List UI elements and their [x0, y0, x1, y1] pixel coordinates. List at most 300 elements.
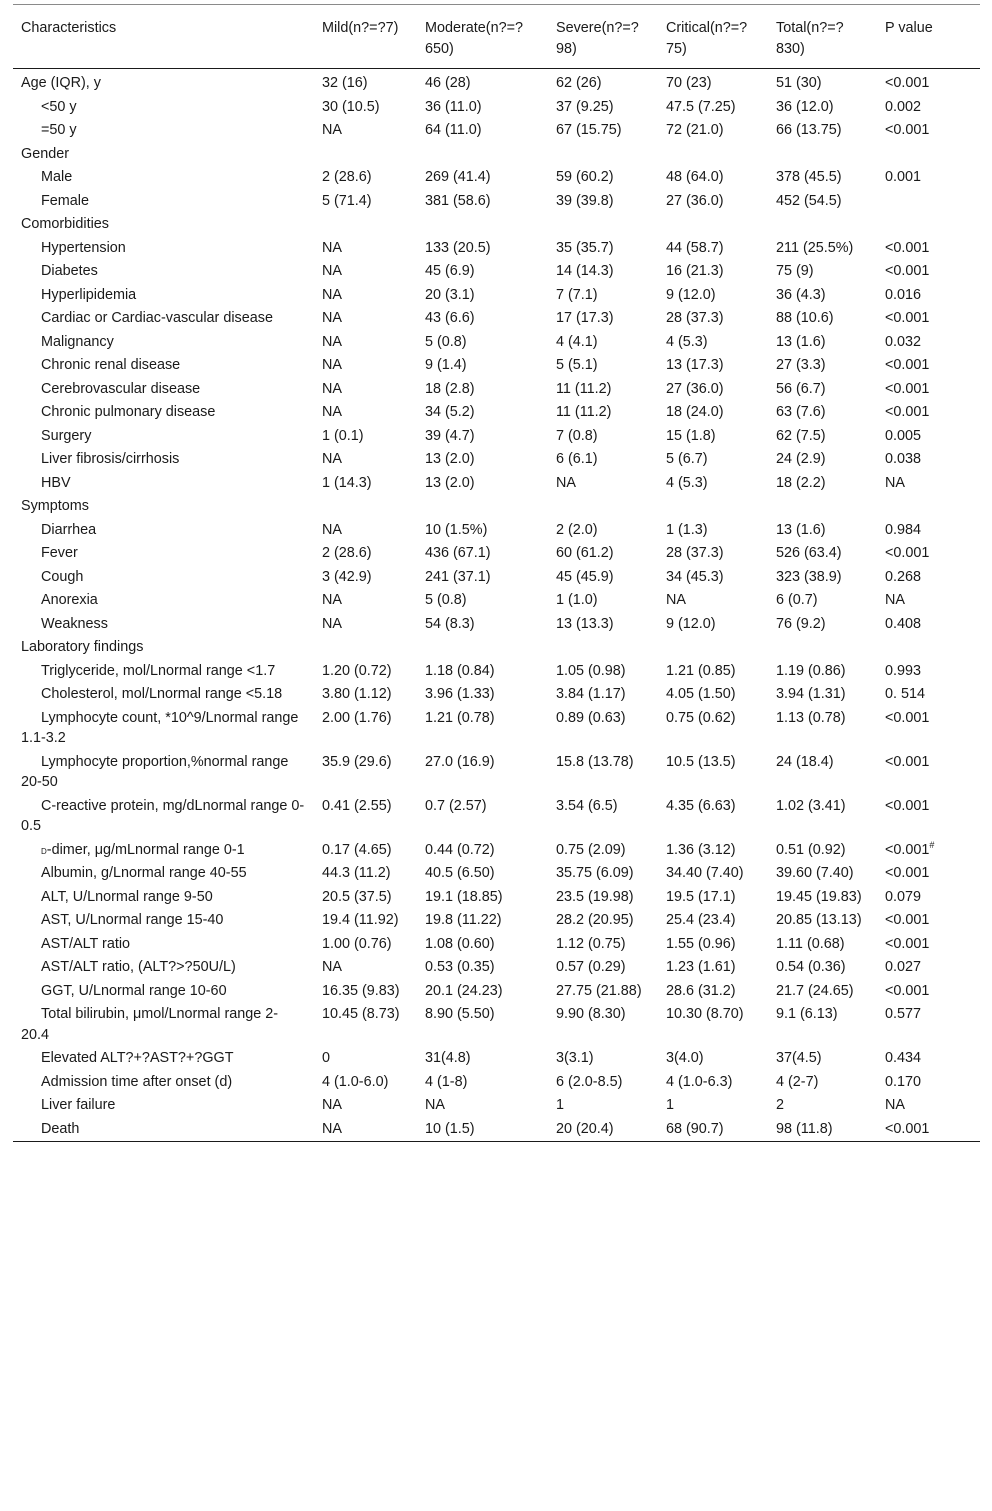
cell-critical: 34 (45.3): [666, 568, 724, 585]
cell-mild: 0.17 (4.65): [322, 841, 392, 858]
cell-critical: 16 (21.3): [666, 263, 724, 279]
cell-p-value: 0.001: [885, 169, 922, 185]
cell-moderate: 39 (4.7): [425, 427, 475, 444]
cell-moderate: 241 (37.1): [425, 568, 491, 585]
cell-moderate: 133 (20.5): [425, 239, 491, 256]
cell-mild: 0: [322, 1050, 331, 1066]
cell-severe: 11 (11.2): [556, 404, 612, 420]
row-label: Male: [41, 169, 73, 185]
table-row: [13, 401, 980, 425]
cell-total: 39.60 (7.40): [776, 865, 854, 881]
cell-total: 2: [776, 1097, 785, 1113]
table-row: [13, 330, 980, 354]
cell-critical: 4.05 (1.50): [666, 686, 736, 702]
table-row: [13, 119, 980, 143]
table-row: [13, 189, 980, 213]
cell-p-value: [877, 189, 980, 213]
table-row: [13, 885, 980, 909]
cell-severe: 4 (4.1): [556, 333, 598, 350]
cell-severe: 6 (2.0-8.5): [556, 1073, 623, 1090]
cell-severe: 62 (26): [556, 75, 602, 91]
cell-critical: 15 (1.8): [666, 427, 716, 444]
cell-severe: [548, 636, 658, 660]
cell-mild: NA: [322, 122, 342, 138]
cell-p-value: 0.577: [885, 1006, 922, 1022]
cell-mild: 16.35 (9.83): [322, 982, 400, 999]
cell-critical: 10.30 (8.70): [666, 1006, 744, 1022]
section-label: Symptoms: [21, 498, 89, 514]
table-row: [13, 794, 980, 838]
header-mild: Mild(n?=?7): [322, 20, 399, 36]
cell-total: 1.13 (0.78): [776, 709, 846, 726]
cell-p-value: [877, 636, 980, 660]
table-row: [13, 236, 980, 260]
section-row: [13, 495, 980, 519]
cell-critical: 18 (24.0): [666, 404, 724, 420]
cell-p-value: 0.408: [885, 615, 922, 632]
cell-severe: 13 (13.3): [556, 615, 614, 632]
cell-p-value: 0.170: [885, 1073, 922, 1090]
cell-total: 24 (18.4): [776, 753, 834, 770]
cell-moderate: 36 (11.0): [425, 98, 482, 115]
row-label: Female: [41, 192, 89, 209]
cell-severe: 7 (7.1): [556, 286, 598, 303]
row-label: Admission time after onset (d): [41, 1073, 233, 1090]
cell-severe: [548, 142, 658, 166]
cell-mild: NA: [322, 357, 342, 373]
row-label: AST, U/Lnormal range 15-40: [41, 912, 224, 928]
cell-moderate: 43 (6.6): [425, 310, 475, 326]
row-label: Cardiac or Cardiac-vascular disease: [41, 310, 273, 326]
cell-mild: NA: [322, 263, 342, 279]
cell-p-value: <0.001: [885, 935, 930, 952]
cell-total: 211 (25.5%): [776, 239, 854, 256]
cell-moderate: 45 (6.9): [425, 263, 475, 279]
cell-total: 0.51 (0.92): [776, 841, 846, 858]
cell-mild: 1 (14.3): [322, 474, 372, 491]
row-label: Malignancy: [41, 333, 114, 350]
table-row: [13, 932, 980, 956]
cell-severe: 1 (1.0): [556, 592, 598, 608]
table-row: [13, 1003, 980, 1047]
row-label: =50 y: [41, 122, 77, 138]
cell-severe: 14 (14.3): [556, 263, 614, 279]
cell-moderate: [417, 495, 548, 519]
cell-critical: 27 (36.0): [666, 380, 724, 397]
cell-severe: 59 (60.2): [556, 169, 614, 185]
cell-total: 24 (2.9): [776, 451, 826, 467]
row-label: <50 y: [41, 98, 77, 115]
cell-total: 13 (1.6): [776, 521, 826, 538]
cell-severe: 27.75 (21.88): [556, 982, 642, 999]
table-row: [13, 166, 980, 190]
table-row: [13, 659, 980, 683]
section-row: [13, 213, 980, 237]
cell-critical: 4 (5.3): [666, 333, 708, 350]
cell-total: [768, 213, 877, 237]
row-label: Cough: [41, 568, 84, 585]
cell-p-value: <0.001: [885, 709, 930, 726]
cell-severe: 60 (61.2): [556, 545, 614, 561]
cell-moderate: 5 (0.8): [425, 592, 467, 608]
cell-mild: 3.80 (1.12): [322, 686, 392, 702]
cell-severe: 3.54 (6.5): [556, 797, 618, 814]
row-label: Diabetes: [41, 263, 98, 279]
cell-mild: NA: [322, 959, 342, 975]
section-label: Gender: [21, 145, 69, 162]
table-container: [13, 4, 980, 1142]
cell-critical: 0.75 (0.62): [666, 709, 736, 726]
table-row: [13, 95, 980, 119]
cell-p-value: NA: [885, 1097, 905, 1113]
row-label: Triglyceride, mol/Lnormal range <1.7: [41, 662, 276, 679]
cell-moderate: 27.0 (16.9): [425, 753, 495, 770]
row-label: Diarrhea: [41, 521, 97, 538]
table-row: [13, 612, 980, 636]
cell-critical: 19.5 (17.1): [666, 888, 736, 905]
cell-mild: NA: [322, 592, 342, 608]
cell-severe: 5 (5.1): [556, 357, 598, 373]
cell-moderate: 381 (58.6): [425, 192, 491, 209]
cell-total: 36 (4.3): [776, 286, 826, 303]
row-label: Fever: [41, 545, 78, 561]
cell-moderate: NA: [425, 1097, 445, 1113]
cell-p-value: 0.434: [885, 1050, 922, 1066]
cell-total: 21.7 (24.65): [776, 982, 854, 999]
cell-p-value: <0.001: [885, 263, 930, 279]
cell-mild: 1 (0.1): [322, 427, 364, 444]
cell-severe: 35.75 (6.09): [556, 865, 634, 881]
row-label: HBV: [41, 474, 71, 491]
table-row: [13, 1047, 980, 1071]
cell-severe: 15.8 (13.78): [556, 753, 634, 770]
cell-total: 1.19 (0.86): [776, 662, 846, 679]
cell-mild: 19.4 (11.92): [322, 912, 399, 928]
cell-mild: NA: [322, 451, 342, 467]
cell-moderate: 31(4.8): [425, 1050, 471, 1066]
cell-moderate: 269 (41.4): [425, 169, 491, 185]
cell-p-value: [877, 495, 980, 519]
cell-total: 75 (9): [776, 263, 814, 279]
row-label: Lymphocyte proportion,%normal range 20-50: [21, 753, 289, 790]
table-row: [13, 565, 980, 589]
row-label: Death: [41, 1120, 80, 1137]
cell-critical: 28 (37.3): [666, 310, 724, 326]
cell-critical: 1.23 (1.61): [666, 959, 736, 975]
cell-total: 6 (0.7): [776, 592, 818, 608]
cell-critical: 48 (64.0): [666, 169, 724, 185]
cell-p-value: <0.001: [885, 380, 930, 397]
cell-moderate: 20 (3.1): [425, 286, 475, 303]
header-characteristics: Characteristics: [21, 20, 117, 36]
cell-moderate: 1.18 (0.84): [425, 662, 495, 679]
cell-mild: [314, 495, 417, 519]
cell-severe: 20 (20.4): [556, 1120, 614, 1137]
cell-mild: NA: [322, 615, 342, 632]
cell-p-value: 0.984: [885, 521, 922, 538]
cell-severe: [548, 213, 658, 237]
cell-critical: 1 (1.3): [666, 521, 708, 538]
cell-moderate: 0.53 (0.35): [425, 959, 495, 975]
cell-p-value: <0.001: [885, 912, 930, 928]
cell-severe: 9.90 (8.30): [556, 1006, 626, 1022]
cell-critical: 28.6 (31.2): [666, 982, 736, 999]
cell-severe: 7 (0.8): [556, 427, 598, 444]
row-label: AST/ALT ratio: [41, 935, 131, 952]
cell-p-value: <0.001: [885, 122, 930, 138]
cell-p-value: 0.032: [885, 333, 922, 350]
table-row: [13, 589, 980, 613]
row-label: C-reactive protein, mg/dLnormal range 0-0.5: [21, 797, 305, 834]
cell-p-value: <0.001: [885, 865, 930, 881]
cell-total: 0.54 (0.36): [776, 959, 846, 975]
header-severe: Severe(n?=?98): [556, 20, 639, 57]
cell-p-value: 0. 514: [885, 686, 926, 702]
cell-p-value: 0.016: [885, 286, 922, 303]
row-label: Surgery: [41, 427, 92, 444]
row-label: Liver fibrosis/cirrhosis: [41, 451, 180, 467]
cell-moderate: 8.90 (5.50): [425, 1006, 495, 1022]
cell-mild: [314, 142, 417, 166]
table-row: [13, 706, 980, 750]
row-label: Hypertension: [41, 239, 126, 256]
cell-critical: 25.4 (23.4): [666, 912, 736, 928]
header-critical: Critical(n?=?75): [666, 20, 748, 57]
row-label: Cerebrovascular disease: [41, 380, 201, 397]
table-row: [13, 307, 980, 331]
table-row: [13, 260, 980, 284]
cell-p-value: 0.079: [885, 888, 922, 905]
cell-mild: 4 (1.0-6.0): [322, 1073, 389, 1090]
cell-p-value: <0.001: [885, 75, 930, 91]
row-label: Weakness: [41, 615, 108, 632]
cell-severe: 6 (6.1): [556, 451, 598, 467]
cell-mild: 2 (28.6): [322, 169, 372, 185]
section-row: [13, 142, 980, 166]
cell-moderate: 10 (1.5%): [425, 521, 488, 538]
cell-severe: 1.05 (0.98): [556, 662, 626, 679]
row-label: ALT, U/Lnormal range 9-50: [41, 888, 213, 905]
cell-moderate: 19.8 (11.22): [425, 912, 502, 928]
cell-total: 13 (1.6): [776, 333, 826, 350]
d-prefix: d: [41, 842, 47, 857]
cell-severe: 45 (45.9): [556, 568, 614, 585]
cell-critical: [658, 213, 768, 237]
cell-moderate: 40.5 (6.50): [425, 865, 495, 881]
row-label: Total bilirubin, μmol/Lnormal range 2-20.4: [21, 1006, 279, 1043]
cell-mild: 32 (16): [322, 75, 368, 91]
cell-moderate: 0.44 (0.72): [425, 841, 495, 858]
cell-p-value: 0.002: [885, 98, 922, 115]
row-label: Chronic renal disease: [41, 357, 181, 373]
cell-moderate: [417, 213, 548, 237]
cell-critical: 34.40 (7.40): [666, 865, 744, 881]
cell-moderate: [417, 636, 548, 660]
cell-total: 452 (54.5): [776, 192, 842, 209]
cell-critical: 72 (21.0): [666, 122, 724, 138]
cell-moderate: 1.21 (0.78): [425, 709, 495, 726]
cell-critical: [658, 142, 768, 166]
cell-critical: 10.5 (13.5): [666, 753, 736, 770]
cell-p-value: NA: [885, 592, 905, 608]
cell-severe: 39 (39.8): [556, 192, 614, 209]
cell-total: 76 (9.2): [776, 615, 826, 632]
cell-critical: 1.36 (3.12): [666, 841, 736, 858]
cell-total: 1.11 (0.68): [776, 935, 845, 952]
table-row: [13, 518, 980, 542]
footnote-mark: #: [929, 839, 935, 850]
row-label: Cholesterol, mol/Lnormal range <5.18: [41, 686, 283, 702]
row-label: Age (IQR), y: [21, 75, 101, 91]
table-row: [13, 542, 980, 566]
cell-severe: 11 (11.2): [556, 380, 612, 397]
cell-severe: 17 (17.3): [556, 310, 614, 326]
cell-mild: NA: [322, 310, 342, 326]
cell-critical: 3(4.0): [666, 1050, 704, 1066]
cell-p-value: 0.038: [885, 451, 922, 467]
cell-moderate: 1.08 (0.60): [425, 935, 495, 952]
cell-critical: 4 (5.3): [666, 474, 708, 491]
cell-severe: 3(3.1): [556, 1050, 594, 1066]
cell-p-value: <0.001: [885, 982, 930, 999]
cell-critical: [658, 636, 768, 660]
table-row: [13, 424, 980, 448]
table-row: [13, 377, 980, 401]
cell-total: 3.94 (1.31): [776, 686, 846, 702]
cell-total: 378 (45.5): [776, 169, 842, 185]
header-row: [13, 5, 980, 69]
cell-p-value: 0.268: [885, 568, 922, 585]
table-row: [13, 683, 980, 707]
cell-critical: 9 (12.0): [666, 615, 716, 632]
cell-total: 1.02 (3.41): [776, 797, 846, 814]
cell-p-value: NA: [885, 474, 905, 491]
row-label: GGT, U/Lnormal range 10-60: [41, 982, 227, 999]
cell-severe: 0.89 (0.63): [556, 709, 626, 726]
cell-severe: 67 (15.75): [556, 122, 622, 138]
table-row: [13, 956, 980, 980]
table-row: [13, 448, 980, 472]
cell-p-value: [877, 838, 980, 862]
cell-p-value: [877, 213, 980, 237]
cell-total: 63 (7.6): [776, 404, 826, 420]
row-label: [13, 838, 314, 862]
cell-moderate: 9 (1.4): [425, 357, 467, 373]
cell-mild: NA: [322, 404, 342, 420]
cell-severe: 0.57 (0.29): [556, 959, 626, 975]
cell-critical: 5 (6.7): [666, 451, 708, 467]
cell-severe: 3.84 (1.17): [556, 686, 626, 702]
cell-p-value: 0.005: [885, 427, 922, 444]
cell-severe: [548, 495, 658, 519]
cell-total: 323 (38.9): [776, 568, 842, 585]
row-label: AST/ALT ratio, (ALT?>?50U/L): [41, 959, 236, 975]
row-label: Hyperlipidemia: [41, 286, 137, 303]
cell-total: 526 (63.4): [776, 545, 842, 561]
cell-mild: [314, 636, 417, 660]
cell-total: 18 (2.2): [776, 474, 826, 491]
cell-moderate: [417, 142, 548, 166]
cell-moderate: 0.7 (2.57): [425, 797, 487, 814]
cell-p-value: <0.001: [885, 310, 930, 326]
table-row: [13, 1070, 980, 1094]
header-p-value: P value: [885, 20, 933, 36]
cell-total: 20.85 (13.13): [776, 912, 862, 928]
cell-severe: NA: [556, 474, 576, 491]
cell-mild: NA: [322, 1097, 342, 1113]
row-label: Anorexia: [41, 592, 98, 608]
cell-total: 88 (10.6): [776, 310, 834, 326]
cell-moderate: 13 (2.0): [425, 451, 475, 467]
cell-p-value: <0.001: [885, 1120, 930, 1137]
cell-moderate: 10 (1.5): [425, 1120, 475, 1137]
cell-moderate: 13 (2.0): [425, 474, 475, 491]
table-row: [13, 750, 980, 794]
cell-mild: 10.45 (8.73): [322, 1006, 400, 1022]
table-row: [13, 69, 980, 96]
row-label-text: -dimer, μg/mLnormal range 0-1: [46, 841, 245, 858]
cell-severe: 1: [556, 1097, 565, 1113]
cell-moderate: 19.1 (18.85): [425, 888, 503, 905]
cell-p-value: [877, 142, 980, 166]
cell-critical: 13 (17.3): [666, 357, 724, 373]
cell-severe: 23.5 (19.98): [556, 888, 634, 905]
cell-severe: 37 (9.25): [556, 98, 614, 115]
cell-p-value: <0.001: [885, 545, 930, 561]
cell-moderate: 20.1 (24.23): [425, 982, 503, 999]
cell-p-value: <0.001: [885, 753, 930, 770]
cell-mild: 3 (42.9): [322, 568, 372, 585]
cell-total: 36 (12.0): [776, 98, 834, 115]
table-row: [13, 1117, 980, 1141]
cell-p-value: 0.993: [885, 662, 922, 679]
cell-moderate: 3.96 (1.33): [425, 686, 495, 702]
cell-mild: 44.3 (11.2): [322, 865, 391, 881]
table-row: [13, 471, 980, 495]
cell-severe: 1.12 (0.75): [556, 935, 626, 952]
cell-mild: NA: [322, 521, 342, 538]
characteristics-table: [13, 4, 980, 1142]
row-label: Lymphocyte count, *10^9/Lnormal range 1.1-3.2: [21, 709, 299, 746]
table-row: [13, 862, 980, 886]
row-label: Liver failure: [41, 1097, 116, 1113]
header-total: Total(n?=?830): [776, 20, 844, 57]
cell-moderate: 5 (0.8): [425, 333, 467, 350]
cell-p-value: <0.001: [885, 797, 930, 814]
cell-severe: 28.2 (20.95): [556, 912, 634, 928]
cell-mild: 0.41 (2.55): [322, 797, 392, 814]
header-moderate: Moderate(n?=?650): [425, 20, 524, 57]
cell-total: 4 (2-7): [776, 1073, 819, 1090]
cell-moderate: 436 (67.1): [425, 545, 491, 561]
section-row: [13, 636, 980, 660]
table-row: [13, 1094, 980, 1118]
cell-total: 9.1 (6.13): [776, 1006, 838, 1022]
table-row: [13, 909, 980, 933]
cell-mild: 2.00 (1.76): [322, 709, 392, 726]
cell-p-value: <0.001: [885, 404, 930, 420]
cell-moderate: 46 (28): [425, 75, 471, 91]
cell-critical: [658, 495, 768, 519]
cell-p-value: <0.001: [885, 239, 930, 256]
cell-total: 51 (30): [776, 75, 822, 91]
p-value-text: <0.001: [885, 841, 930, 858]
cell-total: 66 (13.75): [776, 122, 842, 138]
cell-moderate: 18 (2.8): [425, 380, 475, 397]
cell-mild: 30 (10.5): [322, 98, 380, 115]
cell-moderate: 34 (5.2): [425, 404, 475, 420]
cell-total: [768, 636, 877, 660]
